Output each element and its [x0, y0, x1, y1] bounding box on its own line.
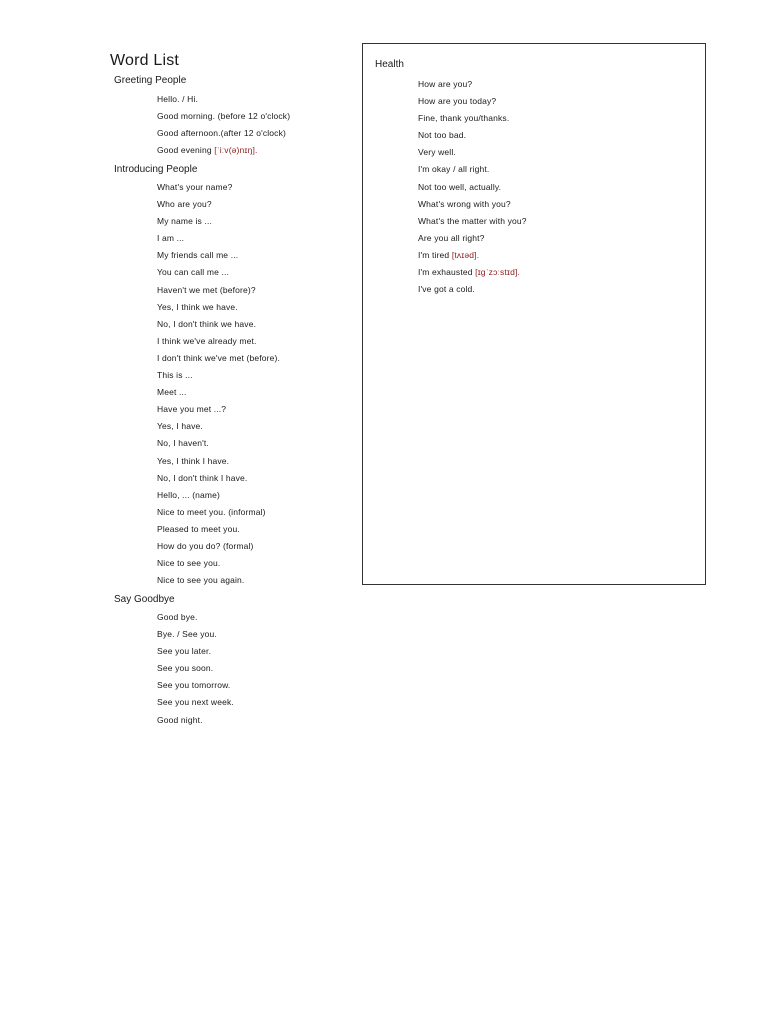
list-item: No, I haven't. [157, 438, 209, 449]
list-item: My name is ... [157, 216, 213, 227]
page-title: Word List [110, 52, 180, 69]
list-item [157, 142, 290, 159]
introducing-list [157, 179, 280, 589]
list-item: I've got a cold. [418, 284, 475, 295]
list-item: Good bye. [157, 612, 198, 622]
list-item: Good morning. (before 12 o'clock) [157, 111, 291, 122]
list-item: See you tomorrow. [157, 680, 231, 691]
list-item: What's the matter with you? [418, 215, 527, 226]
list-item: What's wrong with you? [418, 198, 511, 209]
health-list [418, 76, 527, 298]
section-heading-goodbye: Say Goodbye [114, 594, 175, 605]
list-item: See you next week. [157, 697, 234, 708]
list-item: No, I don't think I have. [157, 472, 248, 483]
list-item: Yes, I have. [157, 421, 203, 432]
list-item: No, I don't think we have. [157, 318, 257, 329]
list-item: Bye. / See you. [157, 629, 217, 640]
list-item: Who are you? [157, 199, 212, 210]
goodbye-list [157, 609, 234, 729]
list-item: How are you today? [418, 96, 497, 107]
list-item: Not too well, actually. [418, 181, 502, 192]
list-item: My friends call me ... [157, 250, 239, 261]
pronunciation: [ˈiːv(ə)nɪŋ]. [214, 145, 258, 156]
list-item: I'm okay / all right. [418, 164, 490, 175]
list-item: This is ... [157, 370, 193, 381]
list-item: I think we've already met. [157, 335, 257, 346]
list-item: Yes, I think we have. [157, 301, 238, 312]
list-item: Hello, ... (name) [157, 489, 221, 500]
phrase-text: Good evening [157, 145, 212, 156]
section-heading-introducing: Introducing People [114, 164, 198, 175]
list-item: Hello. / Hi. [157, 94, 199, 104]
list-item: Nice to see you again. [157, 575, 245, 586]
greeting-list [157, 91, 290, 159]
list-item: Yes, I think I have. [157, 455, 230, 466]
section-heading-health: Health [375, 59, 404, 70]
pronunciation: [ɪgˈzɔːstɪd]. [475, 267, 520, 278]
list-item: You can call me ... [157, 267, 229, 278]
list-item: How do you do? (formal) [157, 540, 254, 551]
pronunciation: [tʌɪəd]. [451, 249, 480, 260]
list-item: Not too bad. [418, 130, 467, 141]
phrase-text: I'm exhausted [418, 267, 473, 278]
list-item [418, 264, 527, 281]
list-item: What's your name? [157, 182, 233, 192]
phrase-text: I'm tired [418, 249, 450, 260]
list-item: Good afternoon.(after 12 o'clock) [157, 128, 286, 139]
list-item: Nice to see you. [157, 558, 221, 569]
list-item: I don't think we've met (before). [157, 352, 280, 363]
list-item: Meet ... [157, 387, 187, 398]
list-item: Have you met ...? [157, 404, 227, 415]
list-item: I am ... [157, 233, 185, 244]
list-item: Very well. [418, 147, 456, 158]
list-item: See you later. [157, 646, 212, 657]
list-item: Nice to meet you. (informal) [157, 506, 266, 517]
list-item: Haven't we met (before)? [157, 284, 256, 295]
health-panel [362, 43, 706, 585]
list-item [418, 247, 527, 264]
list-item: Good night. [157, 714, 203, 725]
list-item: How are you? [418, 79, 473, 89]
list-item: See you soon. [157, 663, 214, 674]
list-item: Are you all right? [418, 232, 485, 243]
list-item: Pleased to meet you. [157, 523, 240, 534]
list-item: Fine, thank you/thanks. [418, 113, 510, 124]
section-heading-greeting: Greeting People [114, 75, 187, 86]
